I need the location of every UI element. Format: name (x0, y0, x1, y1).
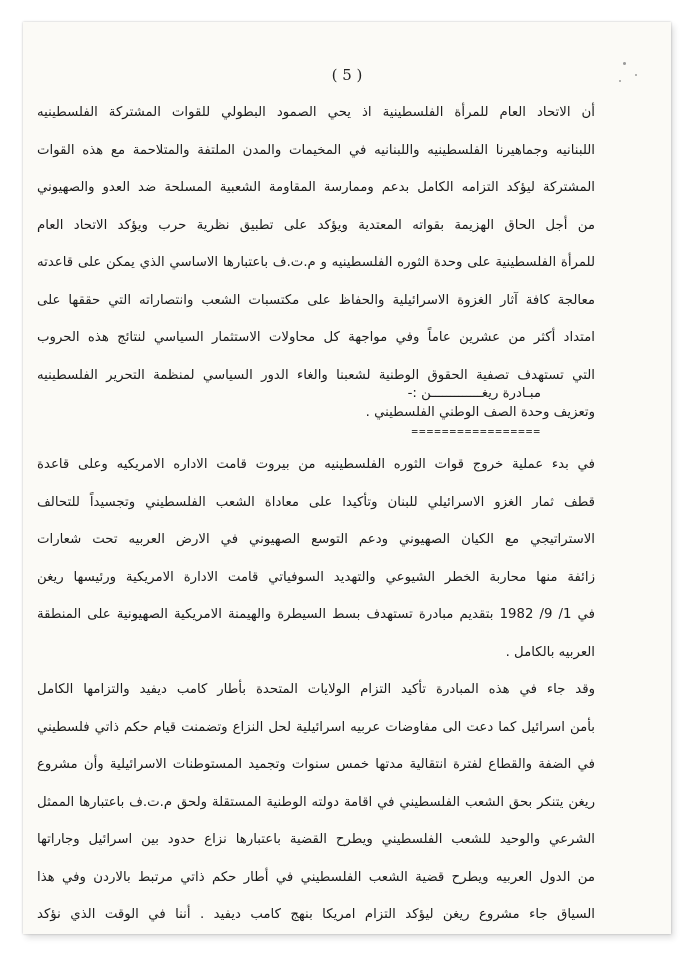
text-line: المشتركة ليؤكد التزامه الكامل بدعم وممارسة المقاومة الشعبية المسلحة ضد العدو والصهيوني (37, 180, 595, 195)
text-line: اللبنانيه وجماهيرنا الفلسطينيه واللبنانيه في المخيمات والمدن الملتفة والمتلاحمة مع هذه القوات (37, 142, 595, 158)
text-line: ريغن يتنكر بحق الشعب الفلسطيني في اقامة دولته الوطنية المستقلة ولحق م.ت.ف باعتبارها الممثل (37, 794, 595, 810)
text-line: وتعزيف وحدة الصف الوطني الفلسطيني . (365, 405, 595, 420)
text-line: الشرعي والوحيد للشعب الفلسطيني ويطرح القضية باعتبارها نزاع حدود بين اسرائيل وجاراتها (37, 832, 595, 847)
section-heading-reagan-initiative: مبـادرة ريغـــــــــــــن :- (407, 386, 541, 401)
text-line: السياق جاء مشروع ريغن ليؤكد التزام امريكا بنهج كامب ديفيد . أننا في الوقت الذي نؤكد (37, 907, 595, 922)
text-line: زائفة منها محاربة الخطر الشيوعي والتهديد السوفياتي قامت الادارة الامريكية ورئيسها ريغن (37, 569, 595, 585)
text-line: في الضفة والقطاع لفترة انتقالية مدتها خمس سنوات وتجميد المستوطنات الاسرائيلية وأن مشروع (37, 757, 595, 772)
text-line: في بدء عملية خروج قوات الثوره الفلسطينيه من بيروت قامت الاداره الامريكيه وعلى قاعدة (37, 457, 595, 472)
text-line: قطف ثمار الغزو الاسرائيلي للبنان وتأكيدا على معاداة الشعب الفلسطيني وتجسيداً للتحالف (37, 494, 595, 510)
heading-underline: ================= (411, 425, 541, 438)
text-line: للمرأة الفلسطينية على وحدة الثوره الفلسطينيه و م.ت.ف باعتبارها الاساسي الذي يمكن على قاعدته (37, 255, 595, 270)
text-line: امتداد أكثر من عشرين عاماً وفي مواجهة كل محاولات الاستثمار السياسي لنتائج هذه الحروب (37, 330, 595, 345)
paragraph-womens-union-statement (37, 94, 595, 432)
document-page (23, 22, 671, 934)
text-line: معالجة كافة آثار الغزوة الاسرائيلية والحفاظ على مكتسبات الشعب وانتصاراته التي حققها على (37, 292, 595, 308)
text-line: في 1/ 9/ 1982 بتقديم مبادرة تستهدف بسط السيطرة والهيمنة الامريكية الصهيونية على المنطقة (37, 607, 595, 622)
text-line: من الدول العربيه ويطرح قضية الشعب الفلسطيني في أطار حكم ذاتي مرتبط بالاردن وفي هذا (37, 869, 595, 885)
paragraph-reagan-initiative (37, 446, 595, 934)
page-number: ( 5 ) (331, 66, 363, 84)
text-line: العربيه بالكامل . (505, 644, 595, 660)
text-line: من أجل الحاق الهزيمة بقواته المعتدية ويؤكد على تطبيق نظرية حرب ويؤكد الاتحاد العام (37, 217, 595, 233)
text-line: وقد جاء في هذه المبادرة تأكيد التزام الولايات المتحدة بأطار كامب ديفيد والتزامها الكامل (37, 682, 595, 697)
text-line: بأمن اسرائيل كما دعت الى مفاوضات عربيه اسرائيلية لحل النزاع وتضمنت قيام حكم ذاتي فلسطيني (37, 719, 595, 735)
text-line: أن الاتحاد العام للمرأة الفلسطينية اذ يحي الصمود البطولي للقوات المشتركة الفلسطينيه (37, 105, 595, 120)
text-line: الاستراتيجي مع الكيان الصهيوني ودعم التوسع الصهيوني في الارض العربيه تحت شعارات (37, 532, 595, 547)
text-line: التي تستهدف تصفية الحقوق الوطنية لشعبنا والغاء الدور السياسي لمنظمة التحرير الفلسطينيه (37, 367, 595, 383)
scan-speck (623, 62, 626, 65)
